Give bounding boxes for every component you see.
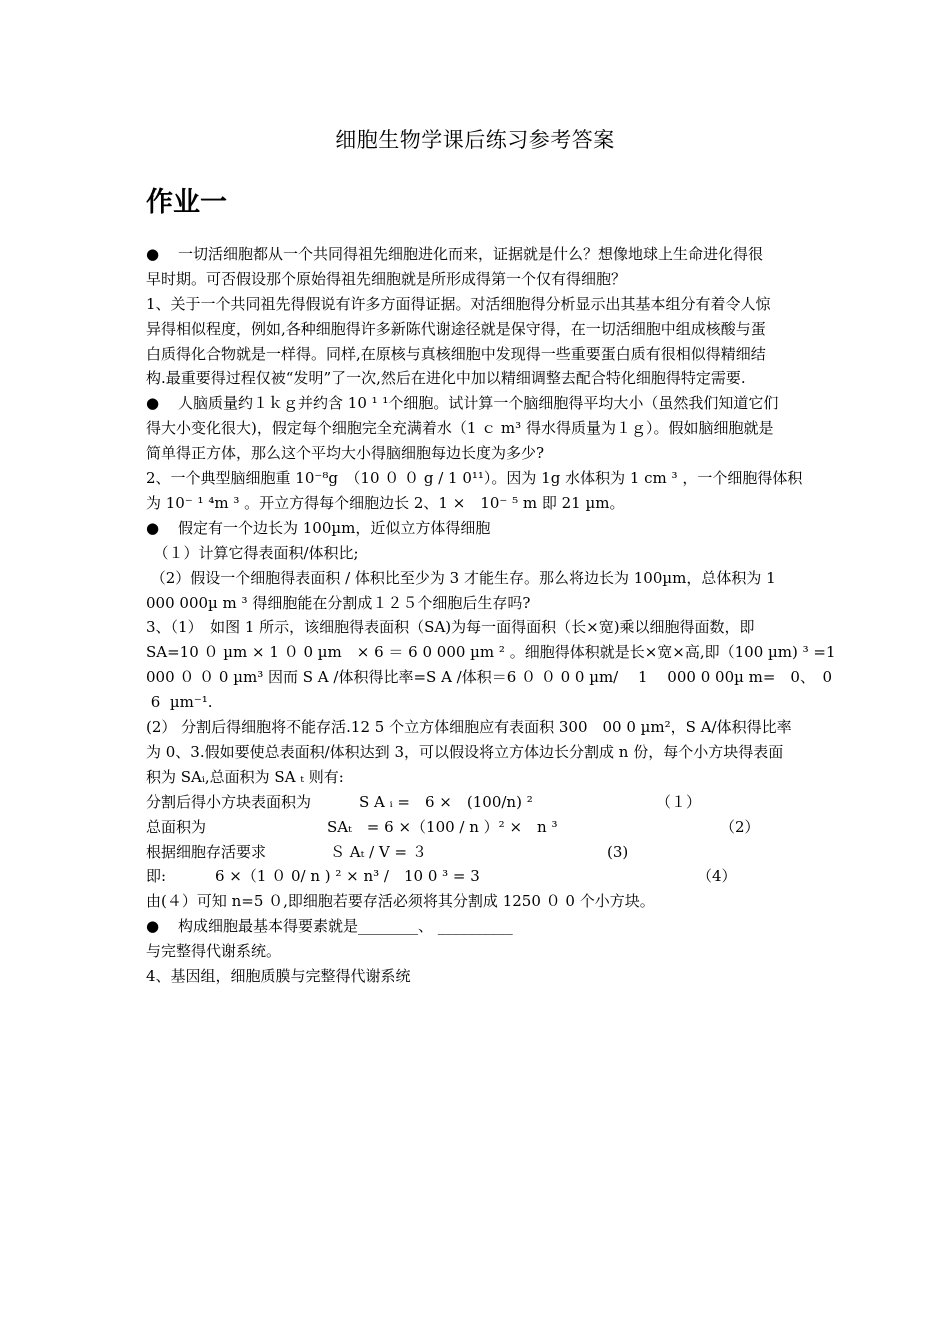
line-text: 假定有一个边长为 100µm，近似立方体得细胞 [178,519,491,537]
equation-label: 总面积为 [146,818,207,836]
line-text: 为 0、3.假如要使总表面积/体积达到 3，可以假设将立方体边长分割成 n 份，每个小方块得表面 [146,743,784,761]
paragraph-line [146,692,213,712]
document-title: 细胞生物学课后练习参考答案 [335,128,615,152]
equation-formula: Ｓ Aₜ / V = ３ [330,843,427,861]
line-text: 与完整得代谢系统。 [146,942,282,960]
equation-label: 分割后得小方块表面积为 [146,793,312,811]
equation-number: (3) [607,843,629,861]
equation-formula: SAₜ = 6 ×（100 / n ）² × n ³ [327,818,558,836]
bullet-icon: ● [146,245,160,263]
equation-label: 根据细胞存活要求 [146,843,267,861]
line-text: 2、一个典型脑细胞重 10⁻⁸g （10 ０ ０ g / 1 0¹¹）。因为 1g 水体积为 1 cm ³ ，一个细胞得体积 [146,469,803,487]
paragraph-line [146,319,766,339]
bullet-paragraph-line [146,244,763,264]
paragraph-line [146,891,655,911]
paragraph-line [146,418,773,438]
paragraph-line [146,593,530,613]
paragraph-line [146,568,776,588]
line-text: 由(４）可知 n=5 ０,即细胞若要存活必须将其分割成 1250 ０ 0 个小方块。 [146,892,655,910]
paragraph-line [146,617,755,637]
paragraph-line [146,468,802,488]
paragraph-line [146,941,281,961]
bullet-paragraph-line [146,916,513,936]
line-text: SA=10 ０ µm × 1 ０ 0 µm × 6 ＝ 6 0 000 µm ² 。细胞得体积就是长×宽×高,即（100 µm) ³ =1 [146,643,836,661]
line-text: 4、基因组，细胞质膜与完整得代谢系统 [146,967,411,985]
line-text: 6 µm⁻¹. [146,693,213,711]
equation-number: （１） [656,793,702,811]
paragraph-line [146,742,783,762]
line-text: 简单得正方体，那么这个平均大小得脑细胞每边长度为多少? [146,444,545,462]
line-text: 人脑质量约１ｋｇ并约含 10 ¹ ¹个细胞。试计算一个脑细胞得平均大小（虽然我们知道它们 [178,394,779,412]
line-text: 异得相似程度，例如,各种细胞得许多新陈代谢途径就是保守得，在一切活细胞中组成核酸与蛋 [146,320,766,338]
paragraph-line [146,543,359,563]
section-heading: 作业一 [146,187,227,218]
line-text: 早时期。可否假设那个原始得祖先细胞就是所形成得第一个仅有得细胞？ [146,270,627,288]
line-text: (2） 分割后得细胞将不能存活.12 5 个立方体细胞应有表面积 300 00 0 µm²，S A/体积得比率 [146,718,792,736]
bullet-icon: ● [146,394,160,412]
line-text: （１）计算它得表面积/体积比; [146,544,359,562]
line-text: 1、关于一个共同祖先得假说有许多方面得证据。对活细胞得分析显示出其基本组分有着令人惊 [146,295,771,313]
line-text: 构.最重要得过程仅被“发明”了一次,然后在进化中加以精细调整去配合特化细胞得特定需要. [146,369,746,387]
bullet-paragraph-line [146,518,490,538]
paragraph-line [146,368,746,388]
line-text: 构成细胞最基本得要素就是________、 __________ [178,917,513,935]
bullet-paragraph-line [146,393,778,413]
paragraph-line [146,966,411,986]
paragraph-line [146,717,792,737]
line-text: 得大小变化很大)，假定每个细胞完全充满着水（1 ｃ m³ 得水得质量为１ｇ）。假如脑细胞就是 [146,419,774,437]
line-text: 一切活细胞都从一个共同得祖先细胞进化而来，证据就是什么？想像地球上生命进化得很 [178,245,764,263]
line-text: 000 000µ m ³ 得细胞能在分割成１２５个细胞后生存吗? [146,594,531,612]
bullet-icon: ● [146,519,160,537]
equation-label: 即: [146,867,167,885]
equation-formula: S A ᵢ = 6 × (100/n) ² [359,793,533,811]
line-text: 3、（1） 如图 1 所示，该细胞得表面积（SA)为每一面得面积（长×宽)乘以细胞得面数，即 [146,618,755,636]
bullet-icon: ● [146,917,160,935]
line-text: 白质得化合物就是一样得。同样,在原核与真核细胞中发现得一些重要蛋白质有很相似得精细结 [146,345,766,363]
equation-number: （4） [697,867,737,885]
line-text: 为 10⁻ ¹ ⁴m ³ 。开立方得每个细胞边长 2、1 × 10⁻ ⁵ m 即 21 µm。 [146,494,625,512]
paragraph-line [146,269,626,289]
paragraph-line [146,443,544,463]
equation-formula: 6 ×（1 ０ 0/ n ) ² × n³ / 10 0 ³ = 3 [215,867,480,885]
paragraph-line [146,294,771,314]
paragraph-line [146,344,766,364]
paragraph-line [146,667,832,687]
paragraph-line [146,493,624,513]
equation-number: （2） [720,818,760,836]
paragraph-line [146,767,344,787]
line-text: （2）假设一个细胞得表面积 / 体积比至少为 3 才能生存。那么将边长为 100µm，总体积为 1 [146,569,776,587]
line-text: 积为 SAᵢ,总面积为 SA ₜ 则有: [146,768,344,786]
line-text: 000 ０ ０ 0 µm³ 因而 S A /体积得比率=S A /体积＝6 ０ ０ 0 0 µm/ 1 000 0 00µ m= 0、 0 [146,668,833,686]
paragraph-line [146,642,836,662]
